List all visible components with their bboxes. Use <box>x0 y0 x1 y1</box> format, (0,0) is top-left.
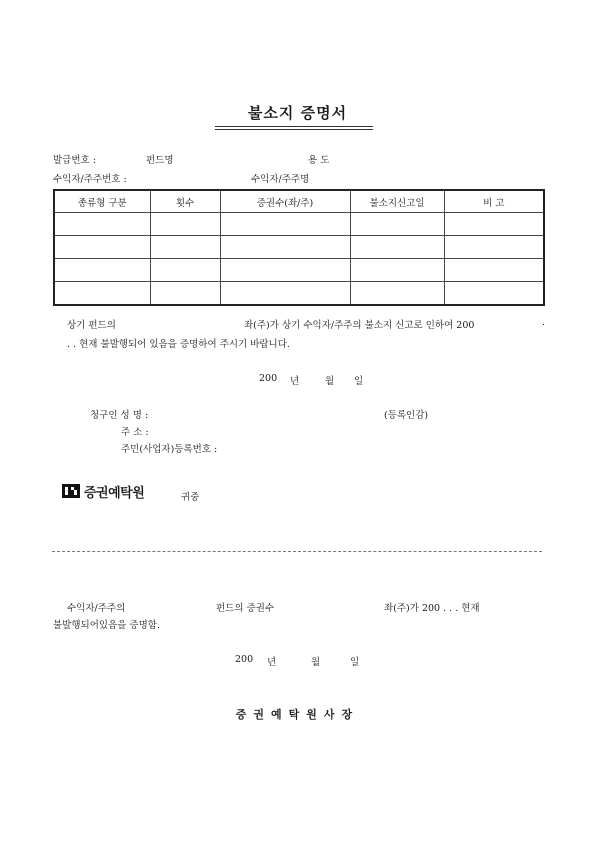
applicant-address-label: 주 소 : <box>121 427 149 438</box>
applicant-regno-label: 주민(사업자)등록번호 : <box>121 444 218 455</box>
col-header-report-date: 불소지신고일 <box>350 190 444 213</box>
holder-name-label: 수익자/주주명 <box>251 174 310 185</box>
table-cell <box>54 282 150 306</box>
col-header-remarks: 비 고 <box>444 190 544 213</box>
ksd-logo-icon <box>62 484 80 498</box>
date-year: 200 <box>259 373 278 384</box>
statement-dot: . <box>542 317 546 328</box>
date-month-unit: 월 <box>325 376 335 387</box>
registered-seal-label: (등록인감) <box>384 410 429 421</box>
holder-no-label: 수익자/주주번호 : <box>53 174 127 185</box>
certificate-date-text: 좌(주)가 200 . . . 현재 <box>384 603 480 614</box>
share-table <box>53 189 545 306</box>
table-cell <box>150 259 220 282</box>
date-year: 200 <box>235 654 254 665</box>
table-cell <box>350 259 444 282</box>
title-underline-bottom <box>215 129 373 130</box>
table-row <box>54 236 544 259</box>
date-year-unit: 년 <box>267 657 277 668</box>
date-month-unit: 월 <box>311 657 321 668</box>
table-row <box>54 213 544 236</box>
table-cell <box>220 259 350 282</box>
issue-no-label: 발급번호 : <box>53 155 96 166</box>
col-header-count: 횟수 <box>150 190 220 213</box>
issuer-signature: 증권예탁원사장 <box>235 708 360 721</box>
date-day-unit: 일 <box>350 657 360 668</box>
table-cell <box>220 236 350 259</box>
col-header-class: 종류형 구분 <box>54 190 150 213</box>
table-cell <box>150 282 220 306</box>
ksd-logo-text: 증권예탁원 <box>84 486 145 501</box>
table-cell <box>444 282 544 306</box>
fund-name-label: 펀드명 <box>146 155 174 166</box>
table-cell <box>444 259 544 282</box>
document-title: 불소지 증명서 <box>247 104 348 122</box>
table-cell <box>54 236 150 259</box>
table-row <box>54 282 544 306</box>
table-cell <box>54 259 150 282</box>
table-cell <box>220 213 350 236</box>
statement-shares-text: 좌(주)가 상기 수익자/주주의 불소지 신고로 인하여 200 <box>244 320 475 331</box>
table-cell <box>350 213 444 236</box>
statement-line-2: . . 현재 불발행되어 있음을 증명하여 주시기 바랍니다. <box>67 339 290 350</box>
table-cell <box>220 282 350 306</box>
applicant-name-label: 청구인 성 명 : <box>90 410 149 421</box>
table-cell <box>444 213 544 236</box>
date-year-unit: 년 <box>290 376 300 387</box>
statement-fund: 상기 펀드의 <box>67 320 116 331</box>
date-day-unit: 일 <box>354 376 364 387</box>
certificate-fund-shares: 펀드의 증권수 <box>216 603 275 614</box>
table-cell <box>350 282 444 306</box>
certificate-line-2: 불발행되어있음을 증명함. <box>53 620 160 631</box>
table-cell <box>150 213 220 236</box>
cut-line-divider <box>52 551 542 552</box>
addressee-suffix: 귀중 <box>181 492 200 503</box>
certificate-holder: 수익자/주주의 <box>67 603 126 614</box>
title-underline-top <box>215 126 373 127</box>
table-row <box>54 259 544 282</box>
purpose-label: 용 도 <box>308 155 330 166</box>
table-header-row <box>54 190 544 213</box>
table-cell <box>150 236 220 259</box>
table-cell <box>444 236 544 259</box>
table-cell <box>350 236 444 259</box>
col-header-shares: 증권수(좌/주) <box>220 190 350 213</box>
table-cell <box>54 213 150 236</box>
